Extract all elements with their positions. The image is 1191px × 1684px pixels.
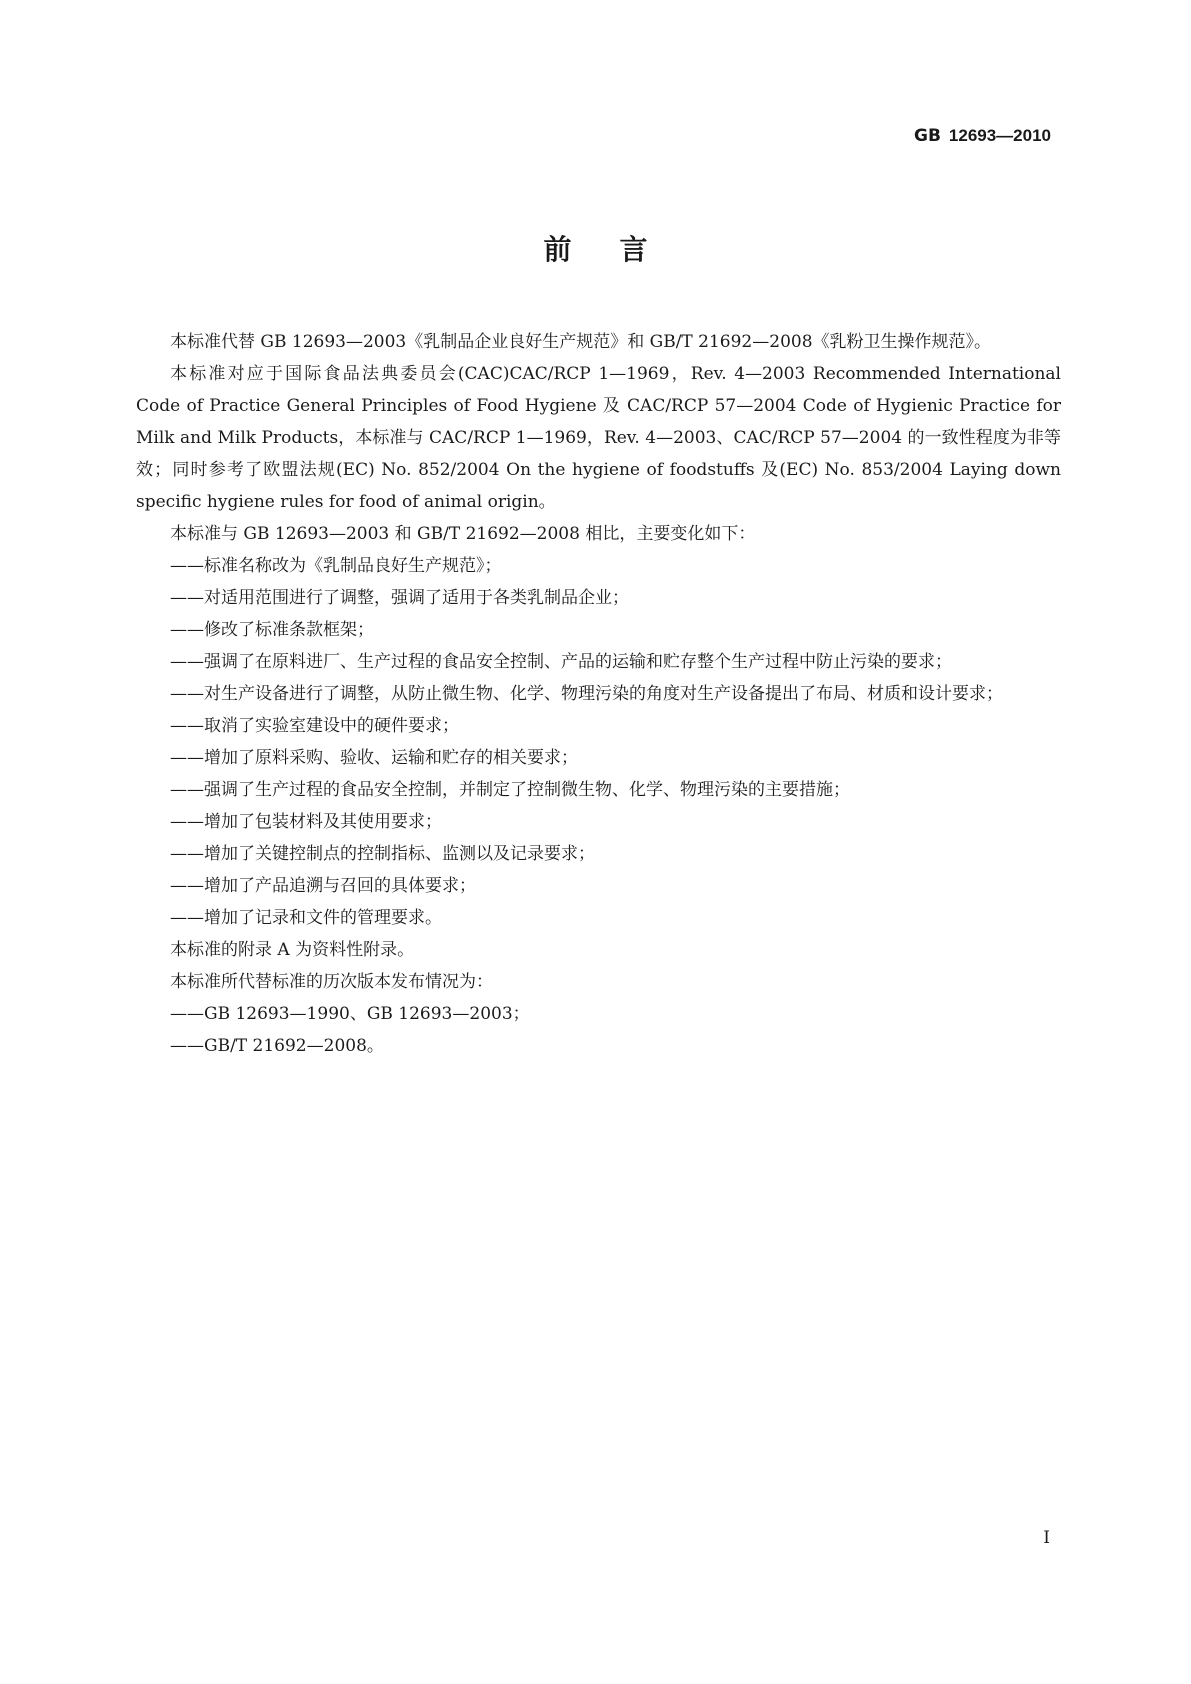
standard-prefix: GB	[913, 126, 941, 146]
change-item: ——修改了标准条款框架；	[170, 620, 374, 640]
history-item: ——GB/T 21692—2008。	[170, 1036, 384, 1056]
page-number: I	[1043, 1528, 1050, 1548]
standard-number	[914, 126, 1051, 146]
paragraph-annex-note: 本标准的附录 A 为资料性附录。	[170, 940, 415, 960]
change-item: ——标准名称改为《乳制品良好生产规范》；	[170, 556, 502, 576]
paragraph-replaces: 本标准代替 GB 12693—2003《乳制品企业良好生产规范》和 GB/T 21692—2008《乳粉卫生操作规范》。	[170, 332, 992, 352]
change-item: ——增加了包装材料及其使用要求；	[170, 812, 442, 832]
change-item: ——增加了记录和文件的管理要求。	[170, 908, 442, 928]
change-item: ——增加了关键控制点的控制指标、监测以及记录要求；	[170, 844, 595, 864]
standard-code: 12693—2010	[948, 126, 1051, 145]
page-title: 前言	[543, 233, 696, 266]
document-body	[136, 326, 1061, 1062]
paragraph-history-intro: 本标准所代替标准的历次版本发布情况为：	[170, 972, 493, 992]
change-item: ——强调了生产过程的食品安全控制，并制定了控制微生物、化学、物理污染的主要措施；	[170, 780, 850, 800]
paragraph-correspondence: 本标准对应于国际食品法典委员会(CAC)CAC/RCP 1—1969，Rev. 4—2003 Recommended International Code of Practice General Principles of Food Hygiene 及 CAC/RCP 57—2004 Code of Hygienic Practice for Milk and Milk Products，本标准与 CAC/RCP 1—1969，Rev. 4—2003、CAC/RCP 57—2004 的一致性程度为非等效；同时参考了欧盟法规(EC) No. 852/2004 On the hygiene of foodstuffs 及(EC) No. 853/2004 Laying down specific hygiene rules for food of animal origin。	[136, 364, 1061, 512]
change-item: ——增加了产品追溯与召回的具体要求；	[170, 876, 476, 896]
change-item: ——对生产设备进行了调整，从防止微生物、化学、物理污染的角度对生产设备提出了布局、材质和设计要求；	[170, 684, 1003, 704]
change-item: ——取消了实验室建设中的硬件要求；	[170, 716, 459, 736]
change-item: ——对适用范围进行了调整，强调了适用于各类乳制品企业；	[170, 588, 629, 608]
change-item: ——增加了原料采购、验收、运输和贮存的相关要求；	[170, 748, 578, 768]
history-item: ——GB 12693—1990、GB 12693—2003；	[170, 1004, 530, 1024]
paragraph-changes-intro: 本标准与 GB 12693—2003 和 GB/T 21692—2008 相比，主要变化如下：	[170, 524, 756, 544]
change-item: ——强调了在原料进厂、生产过程的食品安全控制、产品的运输和贮存整个生产过程中防止污染的要求；	[170, 652, 952, 672]
